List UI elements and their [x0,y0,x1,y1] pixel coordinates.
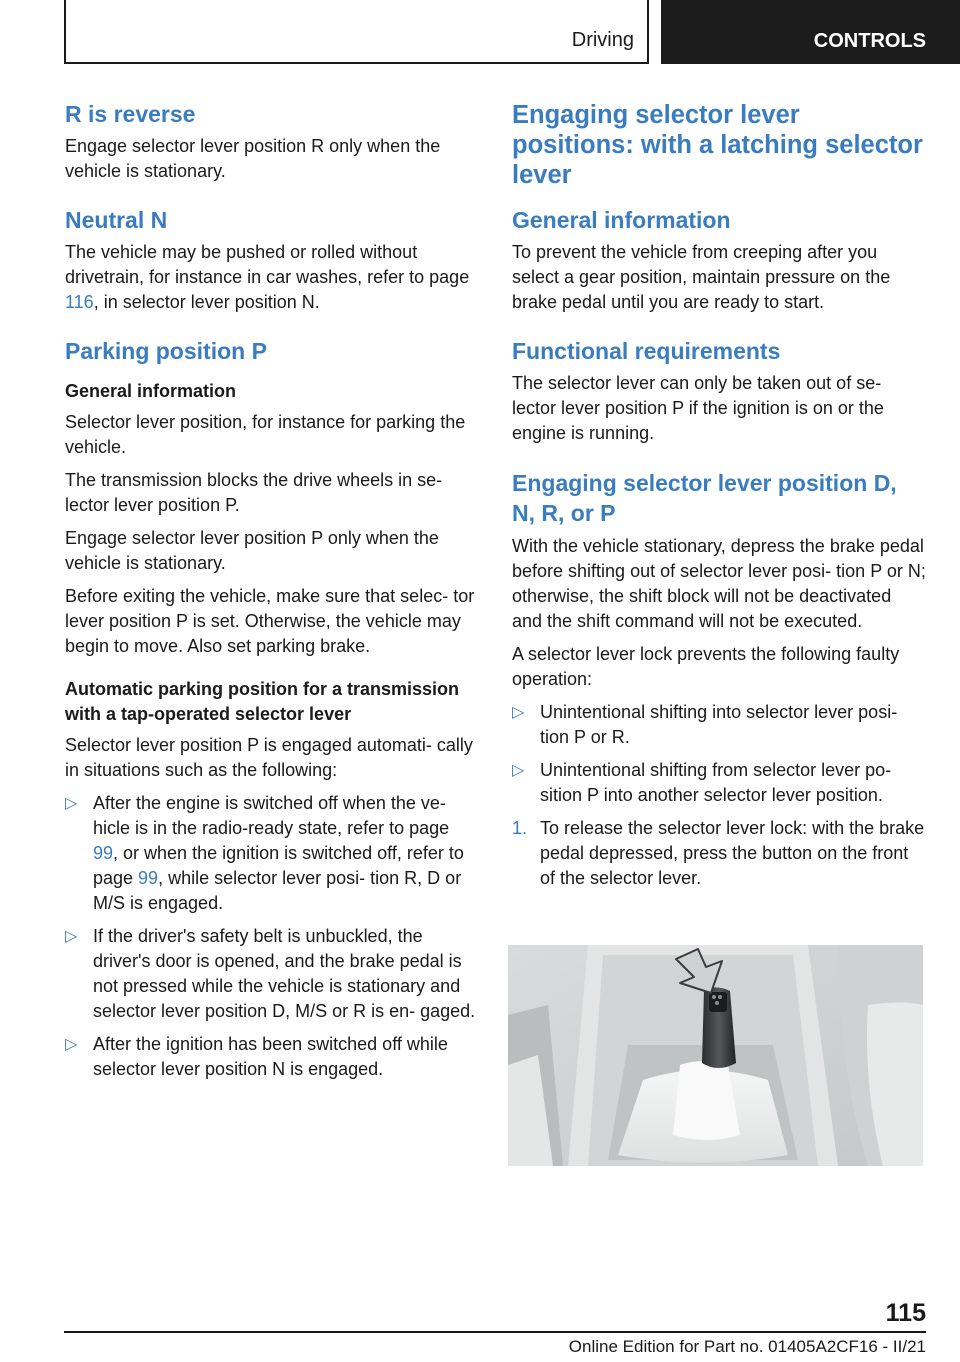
subheading-automatic-parking: Automatic parking position for a transmission with a tap-operated selector lever [65,679,460,724]
page-link-99[interactable]: 99 [138,868,159,888]
heading-parking-position-p: Parking position P [65,338,267,364]
page-link-99[interactable]: 99 [93,843,114,863]
selector-lever-illustration [508,945,923,1166]
subheading-general-information: General information [65,381,237,401]
paragraph-functional: The selector lever can only be taken out of se‐ lector lever position P if the ignition is on or the engine is running. [512,373,884,443]
triangle-bullet-icon: ▷ [65,1036,78,1053]
header-frame [64,0,649,64]
list-item: ▷ If the driver's safety belt is unbuckled, the driver's door is opened, and the brake pedal is not pressed while the vehicle is stationary and selector lever position D, M/S or R is en‐ gaged. [65,926,476,1021]
paragraph-engaging-2: A selector lever lock prevents the following faulty operation: [512,644,900,689]
paragraph-auto: Selector lever position P is engaged automati‐ cally in situations such as the following: [65,735,473,780]
triangle-bullet-icon: ▷ [65,795,78,812]
list-item: ▷ Unintentional shifting from selector lever po‐ sition P into another selector lever position. [512,760,892,805]
list-item: ▷ Unintentional shifting into selector lever posi‐ tion P or R. [512,702,898,747]
footer-edition: Online Edition for Part no. 01405A2CF16 - II/21 [568,1337,926,1356]
paragraph-general: To prevent the vehicle from creeping after you select a gear position, maintain pressure on the brake pedal until you are ready to start. [512,242,891,312]
page-number: 115 [885,1299,926,1327]
heading-neutral-n: Neutral N [65,207,168,233]
triangle-bullet-icon: ▷ [65,928,78,945]
paragraph-reverse: Engage selector lever position R only when the vehicle is stationary. [65,136,441,181]
header-section-title: Driving [571,29,634,51]
heading-r-is-reverse: R is reverse [65,101,196,127]
header-chapter-tab: CONTROLS [661,0,960,64]
list-item: ▷ After the engine is switched off when the ve‐ hicle is in the radio-ready state, refer to page 99, or when the ignition is switched off, refer to page 99, while selector lever posi‐ tion R, D or M/S is engaged. [65,793,464,913]
paragraph-park-2: The transmission blocks the drive wheels in se‐ lector lever position P. [65,470,443,515]
heading-functional-requirements: Functional requirements [512,338,781,364]
paragraph-engaging-1: With the vehicle stationary, depress the brake pedal before shifting out of selector lever posi‐ tion P or N; otherwise, the shift block will not be deactivated and the shift command will not be executed. [512,536,926,631]
list-item: ▷ After the ignition has been switched off while selector lever position N is engaged. [65,1034,448,1079]
footer-divider [64,1331,926,1333]
triangle-bullet-icon: ▷ [512,704,525,721]
heading-engaging-latching: Engaging selector lever positions: with a latching selector lever [512,101,923,189]
page-link-116[interactable]: 116 [65,292,94,312]
auto-parking-list [65,791,477,1082]
release-steps [512,816,926,891]
paragraph-neutral: The vehicle may be pushed or rolled without drivetrain, for instance in car washes, refer to page 116, in selector lever position N. [65,242,470,312]
heading-general-information: General information [512,207,731,233]
triangle-bullet-icon: ▷ [512,762,525,779]
paragraph-park-4: Before exiting the vehicle, make sure that selec‐ tor lever position P is set. Otherwise, the vehicle may begin to move. Also set parking brake. [65,586,475,656]
left-column [65,100,477,1090]
list-item: 1. To release the selector lever lock: with the brake pedal depressed, press the button on the front of the selector lever. [512,818,925,888]
right-column [512,100,926,899]
paragraph-park-1: Selector lever position, for instance for parking the vehicle. [65,412,466,457]
step-number: 1. [512,818,528,838]
heading-engaging-position: Engaging selector lever position D, N, R, or P [512,470,897,526]
selector-lever-icon [508,945,923,1166]
paragraph-park-3: Engage selector lever position P only when the vehicle is stationary. [65,528,439,573]
lock-list [512,700,926,808]
